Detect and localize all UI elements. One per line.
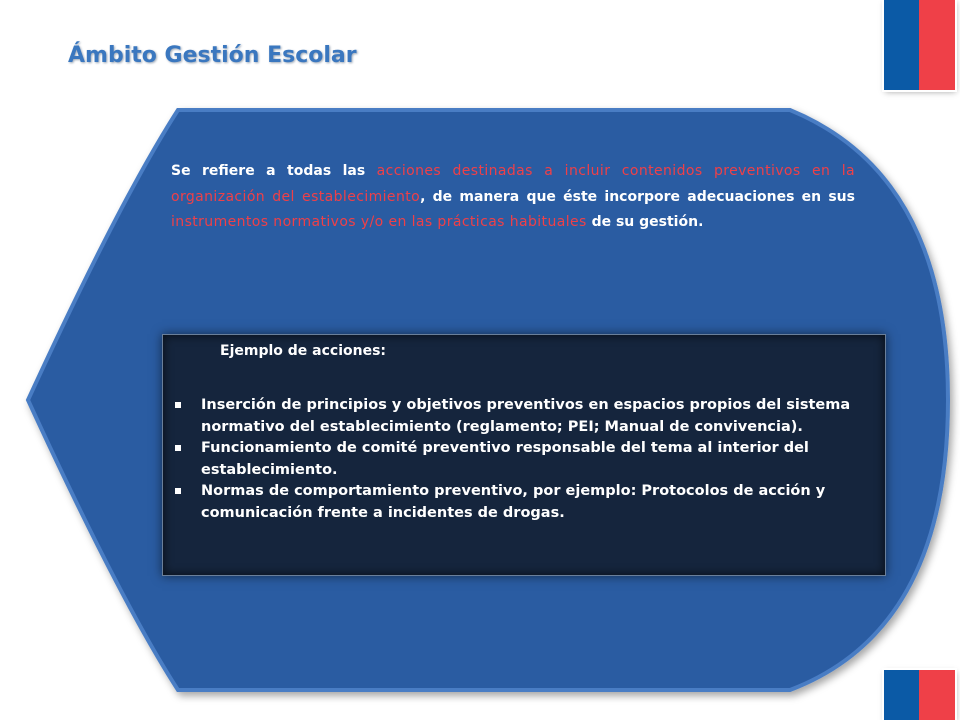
definition-text <box>171 159 855 236</box>
flag-red-stripe <box>919 670 955 720</box>
flag-blue-stripe <box>884 670 919 720</box>
list-item <box>175 438 875 481</box>
list-item-text: Normas de comportamiento preventivo, por ejemplo: Protocolos de acción y comunicación frente a incidentes de drogas. <box>201 483 826 521</box>
definition-part-3: de su gestión. <box>586 214 704 231</box>
square-bullet-icon <box>175 402 181 408</box>
list-item <box>175 395 875 438</box>
list-item-text: Inserción de principios y objetivos preventivos en espacios propios del sistema normativo del establecimiento (reglamento; PEI; Manual de convivencia). <box>201 397 851 435</box>
definition-part-1: Se refiere a todas las <box>171 163 377 179</box>
square-bullet-icon <box>175 488 181 494</box>
definition-highlight-1: acciones destinadas a incluir contenidos preventivos en la organización del establecimiento <box>171 163 855 205</box>
square-bullet-icon <box>175 445 181 451</box>
page-title: Ámbito Gestión Escolar <box>68 43 357 68</box>
examples-box <box>162 334 886 576</box>
definition-part-2: , de manera que éste incorpore adecuaciones en sus <box>420 188 855 205</box>
list-item <box>175 481 875 524</box>
flag-decoration-bottom <box>884 670 955 720</box>
list-item-text: Funcionamiento de comité preventivo responsable del tema al interior del establecimiento. <box>201 440 809 478</box>
examples-list <box>175 395 875 524</box>
examples-title: Ejemplo de acciones: <box>220 343 387 359</box>
definition-highlight-2: instrumentos normativos y/o en las prácticas habituales <box>171 214 587 231</box>
